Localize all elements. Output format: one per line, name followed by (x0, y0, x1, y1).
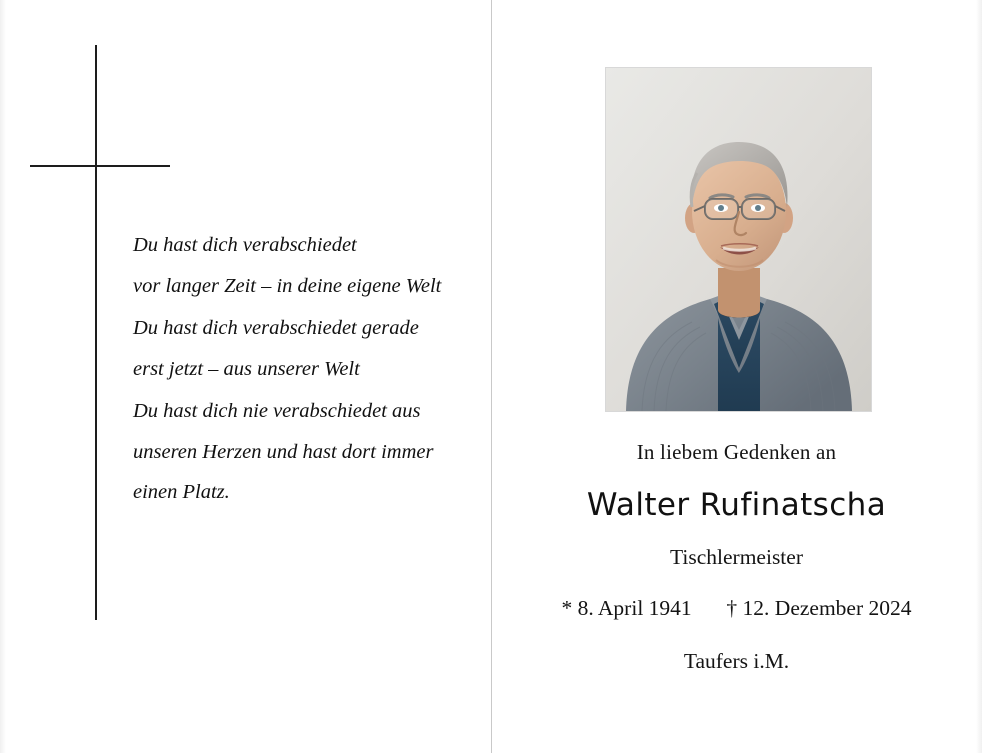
memoriam-intro: In liebem Gedenken an (636, 440, 837, 464)
verse-line: Du hast dich nie verabschiedet aus (133, 400, 421, 422)
verse-stanza (133, 235, 493, 296)
cross-horizontal-bar (30, 165, 170, 167)
verse-line: erst jetzt – aus unserer Welt (133, 357, 360, 380)
verse-stanza (133, 401, 493, 503)
portrait-photo (605, 67, 872, 412)
death-date: † 12. Dezember 2024 (726, 596, 912, 620)
cross-vertical-bar (95, 45, 97, 620)
verse-line: einen Platz. (133, 481, 230, 503)
deceased-profession: Tischlermeister (670, 545, 803, 569)
portrait-illustration (606, 68, 871, 411)
birth-date: * 8. April 1941 (561, 596, 692, 620)
verse-line: vor langer Zeit – in deine eigene Welt (133, 274, 442, 297)
card-right-page (491, 0, 982, 753)
memoriam-block (491, 440, 982, 674)
verse-line: unseren Herzen und hast dort immer (133, 440, 434, 463)
verse-text (133, 235, 493, 525)
verse-line: Du hast dich verabschiedet (133, 234, 357, 256)
deceased-name: Walter Rufinatscha (586, 487, 887, 523)
verse-stanza (133, 318, 493, 379)
life-dates (491, 596, 982, 621)
place-name: Taufers i.M. (683, 649, 790, 673)
verse-line: Du hast dich verabschiedet gerade (133, 317, 419, 339)
